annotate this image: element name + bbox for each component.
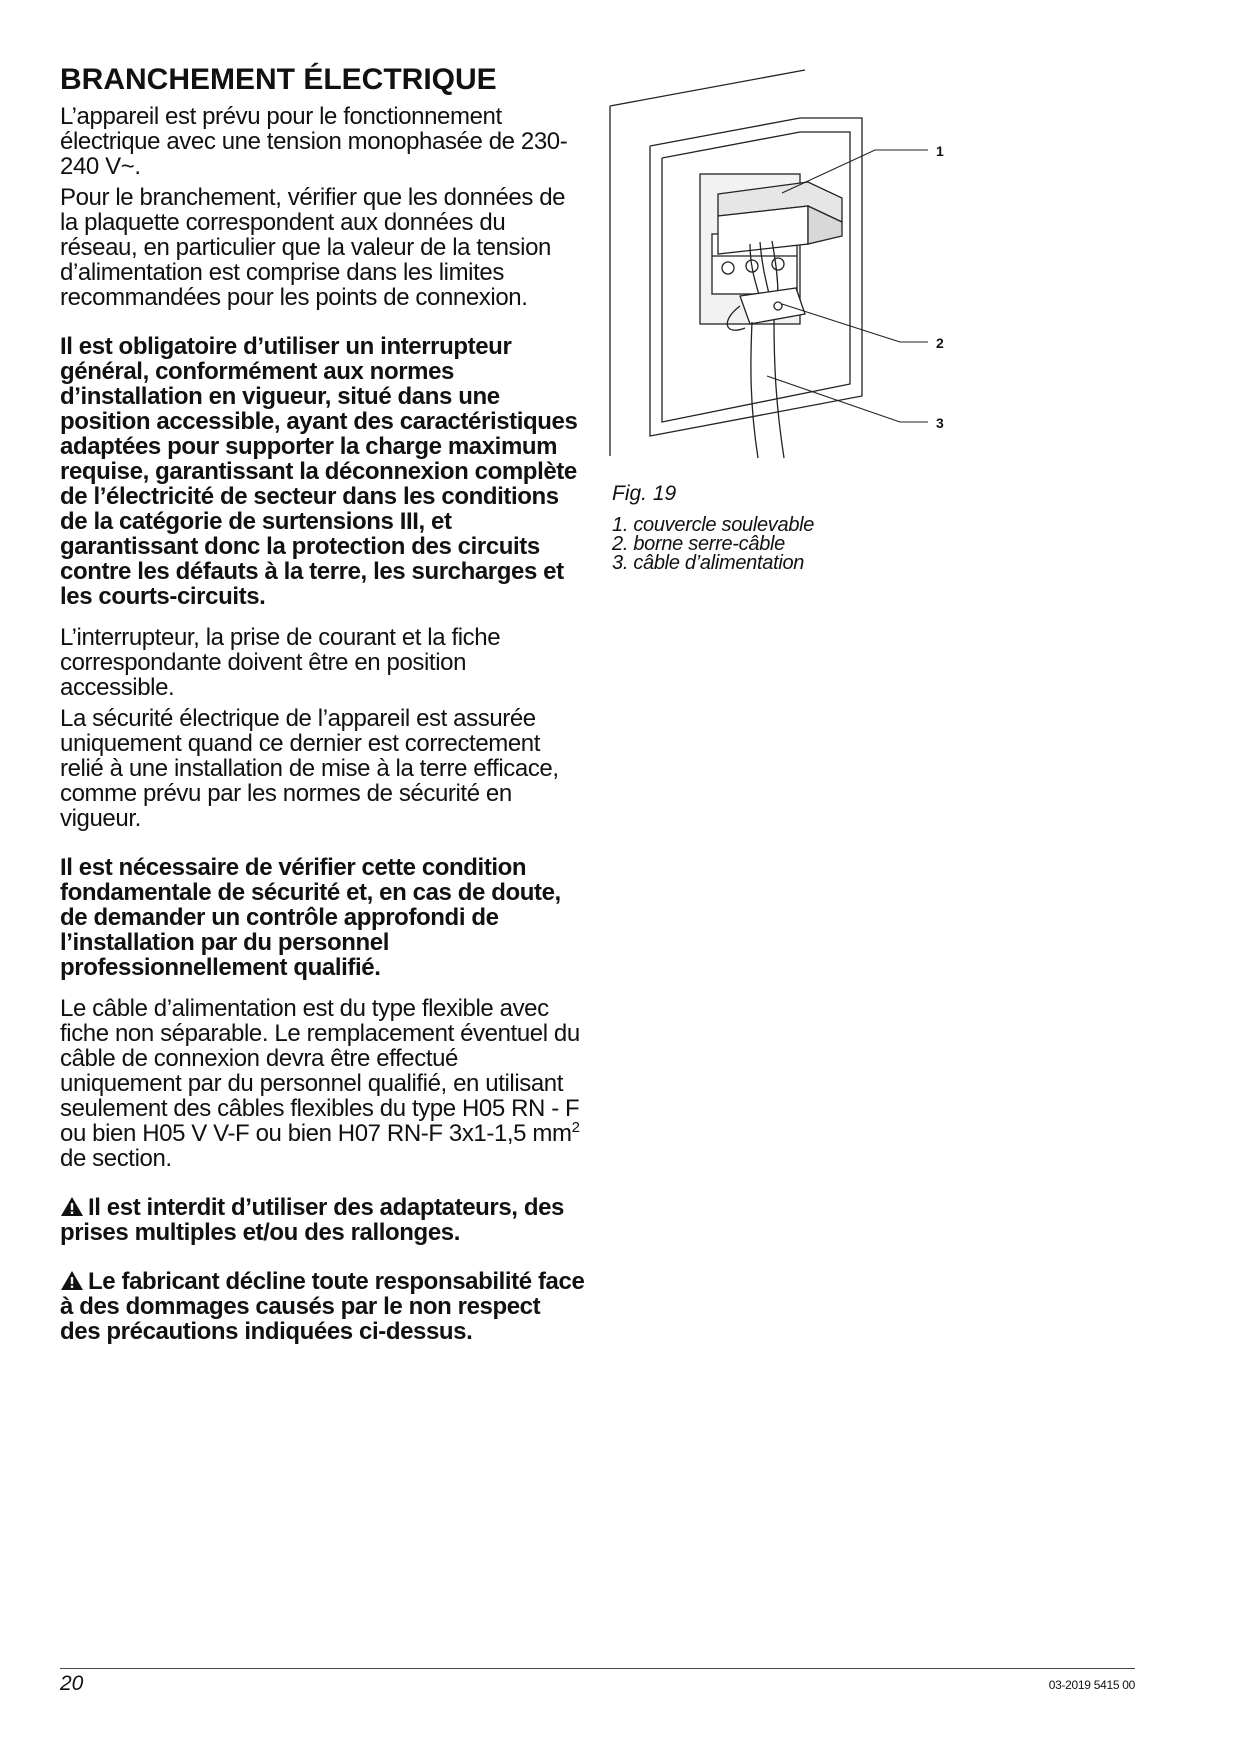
paragraph-verification: Pour le branchement, vérifier que les données de la plaquette correspondent aux données du réseau, en particulier que la valeur de la tension d’alimentation est comprise dans les limites recommandées pour les points de connexion. [60,184,566,311]
liability-warning-text: Le fabricant décline toute responsabilité face à des dommages causés par le non respect des précautions indiquées ci-dessus. [60,1268,585,1345]
callout-1: 1 [936,143,944,159]
figure-legend [612,516,932,573]
callout-3: 3 [936,415,944,431]
paragraph-voltage: L’appareil est prévu pour le fonctionnement électrique avec une tension monophasée de 230-240 V~. [60,103,568,180]
cable-superscript: 2 [571,1119,580,1136]
warning-triangle-icon [60,1196,84,1217]
paragraph-check-condition [60,855,585,980]
check-condition-text: Il est nécessaire de vérifier cette condition fondamentale de sécurité et, en cas de doute, de demander un contrôle approfondi de l’installation par du personnel professionnellement qualifié. [60,854,561,981]
document-code: 03-2019 5415 00 [1048,1678,1135,1692]
adapters-warning-text: Il est interdit d’utiliser des adaptateurs, des prises multiples et/ou des rallonges. [60,1194,565,1246]
page-title: BRANCHEMENT ÉLECTRIQUE [60,63,497,96]
paragraph-cable [60,996,585,1171]
paragraph-adapters-warning [60,1195,585,1245]
figure-19-illustration [600,66,960,466]
legend-item-cable: 3. câble d’alimentation [612,552,805,574]
cable-text-end: de section. [60,1145,172,1172]
paragraph-liability-warning [60,1269,585,1344]
paragraph-main-switch: Il est obligatoire d’utiliser un interrupteur général, conformément aux normes d’installation en vigueur, situé dans une position accessible, ayant des caractéristiques adaptées pour supporter la charge maximum requise, garantissant la déconnexion complète de l’électricité de secteur dans les conditions de la catégorie de surtensions III, et garantissant donc la protection des circuits contre les défauts à la terre, les surcharges et les courts-circuits. [60,333,578,610]
footer-divider [60,1668,1135,1669]
paragraph-accessible: L’interrupteur, la prise de courant et la fiche correspondante doivent être en position accessible. [60,624,501,701]
cable-text: Le câble d’alimentation est du type flexible avec fiche non séparable. Le remplacement éventuel du câble de connexion devra être effectué uniquement par du personnel qualifié, en utilisant seulement des câbles flexibles du type H05 RN - F ou bien H05 V V-F ou bien H07 RN-F 3x1-1,5 mm [60,995,580,1147]
main-text-column [60,62,585,1344]
paragraph-earthing: La sécurité électrique de l’appareil est assurée uniquement quand ce dernier est correctement relié à une installation de mise à la terre efficace, comme prévu par les normes de sécurité en vigueur. [60,705,559,832]
page-number: 20 [60,1672,84,1695]
warning-triangle-icon [60,1270,84,1291]
figure-caption: Fig. 19 [612,482,677,505]
callout-2: 2 [936,335,944,351]
legend-item-clamp: 2. borne serre-câble [612,533,785,555]
legend-item-cover: 1. couvercle soulevable [612,514,815,536]
